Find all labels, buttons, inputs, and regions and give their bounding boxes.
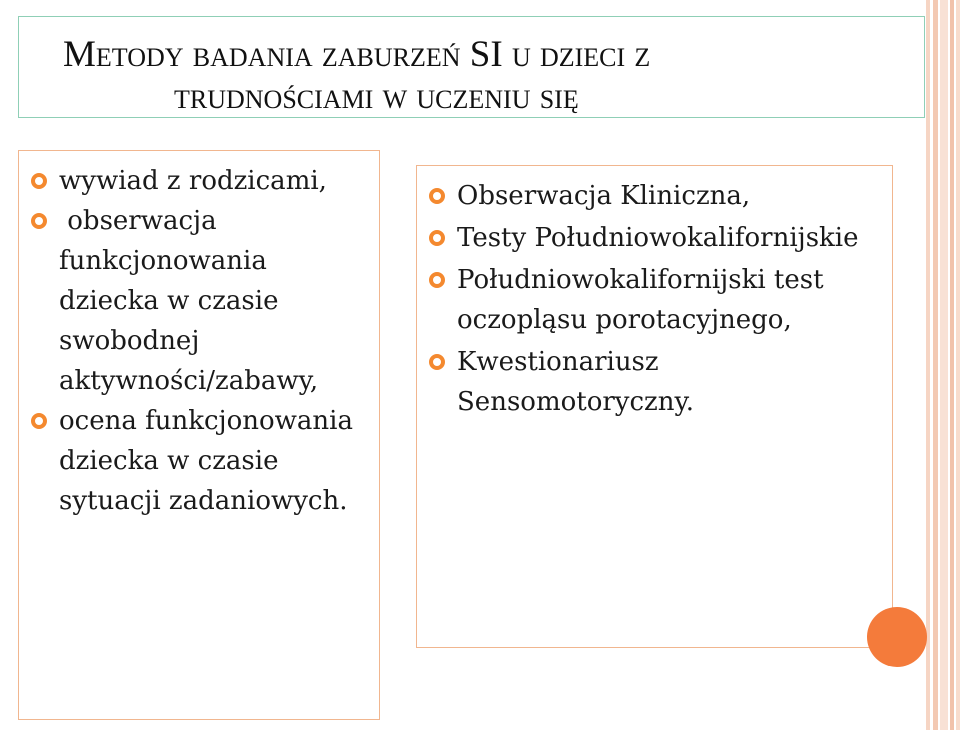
list-item bbox=[427, 260, 887, 340]
list-item-text: Południowokalifornijski test oczopląsu porotacyjnego, bbox=[457, 265, 824, 335]
slide-title-line-2: trudnościami w uczeniu się bbox=[174, 76, 579, 117]
title-box bbox=[18, 16, 925, 118]
list-item-text: obserwacja funkcjonowania dziecka w czasie swobodnej aktywności/zabawy, bbox=[59, 206, 319, 396]
hollow-circle-bullet-icon bbox=[428, 271, 446, 289]
stripe bbox=[956, 0, 960, 730]
list-item bbox=[29, 201, 369, 401]
stripe bbox=[940, 0, 948, 730]
hollow-circle-bullet-icon bbox=[30, 412, 48, 430]
hollow-circle-bullet-icon bbox=[30, 212, 48, 230]
list-item-text: Testy Południowokalifornijskie bbox=[457, 223, 859, 253]
hollow-circle-bullet-icon bbox=[30, 172, 48, 190]
right-content-panel bbox=[416, 165, 893, 648]
list-item-text: ocena funkcjonowania dziecka w czasie sytuacji zadaniowych. bbox=[59, 406, 353, 516]
list-item bbox=[29, 401, 369, 521]
stripe bbox=[926, 0, 930, 730]
decorative-stripes bbox=[926, 0, 960, 730]
orange-circle-decoration bbox=[867, 607, 927, 667]
list-item-text: wywiad z rodzicami, bbox=[59, 166, 327, 196]
hollow-circle-bullet-icon bbox=[428, 229, 446, 247]
list-item bbox=[427, 176, 887, 216]
list-item bbox=[427, 342, 887, 422]
list-item-text: Kwestionariusz Sensomotoryczny. bbox=[457, 347, 694, 417]
hollow-circle-bullet-icon bbox=[428, 187, 446, 205]
list-item bbox=[29, 161, 369, 201]
list-item-text: Obserwacja Kliniczna, bbox=[457, 181, 751, 211]
list-item bbox=[427, 218, 887, 258]
stripe bbox=[933, 0, 938, 730]
stripe bbox=[950, 0, 954, 730]
left-bullet-list bbox=[29, 161, 369, 521]
hollow-circle-bullet-icon bbox=[428, 353, 446, 371]
left-content-panel bbox=[18, 150, 380, 720]
right-bullet-list bbox=[427, 176, 887, 424]
slide-title-line-1: Metody badania zaburzeń SI u dzieci z bbox=[63, 34, 651, 75]
